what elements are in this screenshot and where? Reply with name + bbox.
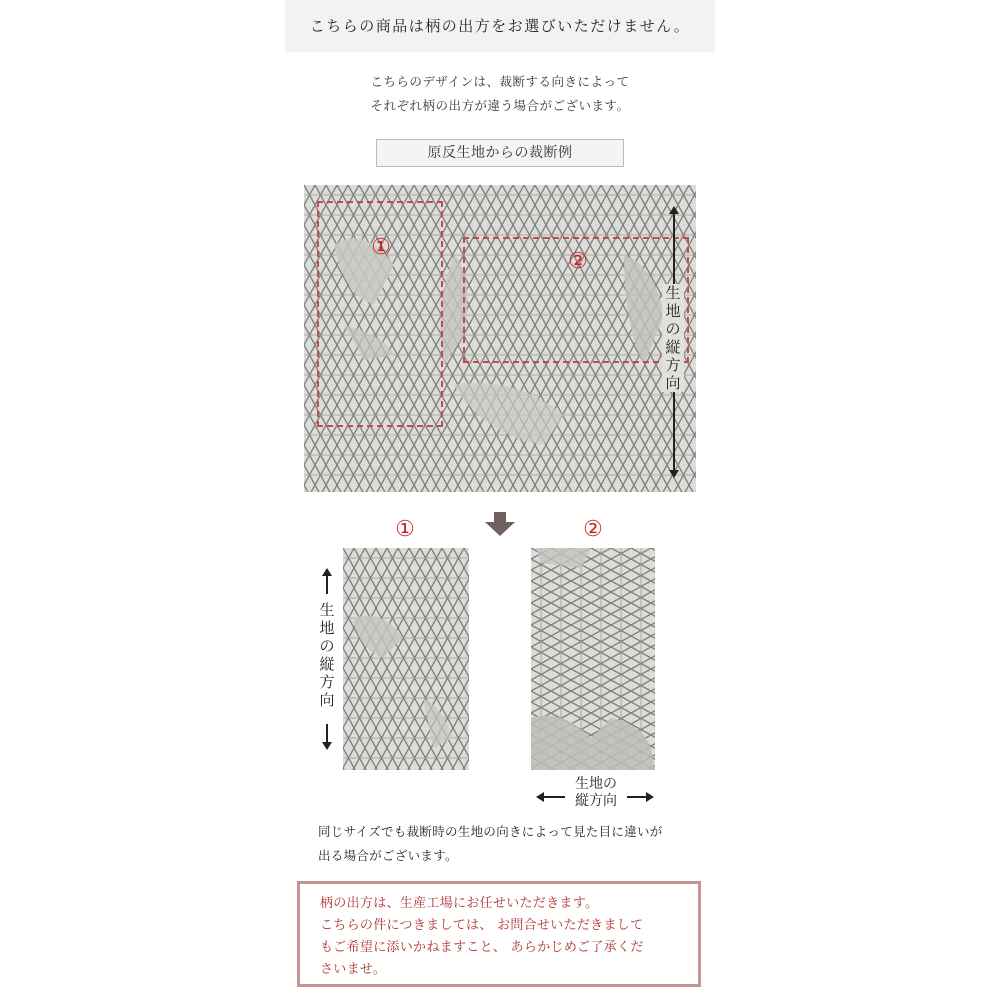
cutting-example-label: 原反生地からの裁断例 [376,139,624,167]
arrow-up-icon [322,568,332,576]
piece-2-label: ② [583,517,603,542]
direction-char: 縦 [662,338,684,356]
piece1-arrow-up-line [326,574,328,594]
arrow-up-icon [669,206,679,214]
piece2-direction-label [566,776,626,810]
marker-2-label: ② [568,249,588,274]
piece-1-label: ① [395,517,415,542]
direction-char: 向 [316,691,338,709]
notice-line-2: こちらの件につきましては、 お問合せいただきまして [320,918,644,933]
cut-piece-1-image [343,548,469,770]
notice-text [320,893,690,981]
notice-line-4: さいませ。 [320,962,387,977]
direction-char: 向 [662,374,684,392]
down-arrow-icon [485,512,515,540]
direction-char: 方 [316,673,338,691]
direction-char: 生 [316,601,338,619]
piece2-arrow-right-line [627,796,647,798]
marker-1-label: ① [371,235,391,260]
direction-char: 方 [662,356,684,374]
direction-line-1: 生地の [575,776,617,792]
notice-line-3: もご希望に添いかねますこと、 あらかじめご了承くだ [320,940,644,955]
note-line-2: 出る場合がございます。 [318,848,458,863]
grain-direction-label [662,284,684,392]
direction-char: 縦 [316,655,338,673]
arrow-down-icon [669,470,679,478]
arrow-down-icon [322,742,332,750]
intro-line-1: こちらのデザインは、裁断する向きによって [370,74,630,89]
intro-line-2: それぞれ柄の出方が違う場合がございます。 [370,98,630,113]
direction-char: の [662,320,684,338]
cut-piece-2-image [531,548,655,770]
piece1-direction-label [316,601,338,709]
banner-text: こちらの商品は柄の出方をお選びいただけません。 [309,17,691,35]
direction-char: の [316,637,338,655]
piece2-arrow-left-line [543,796,565,798]
direction-char: 生 [662,284,684,302]
piece1-arrow-down-line [326,724,328,744]
arrow-right-icon [646,792,654,802]
direction-line-2: 縦方向 [575,793,617,809]
direction-char: 地 [662,302,684,320]
notice-line-1: 柄の出方は、生産工場にお任せいただきます。 [320,896,599,911]
direction-char: 地 [316,619,338,637]
note-line-1: 同じサイズでも裁断時の生地の向きによって見た目に違いが [318,824,663,839]
